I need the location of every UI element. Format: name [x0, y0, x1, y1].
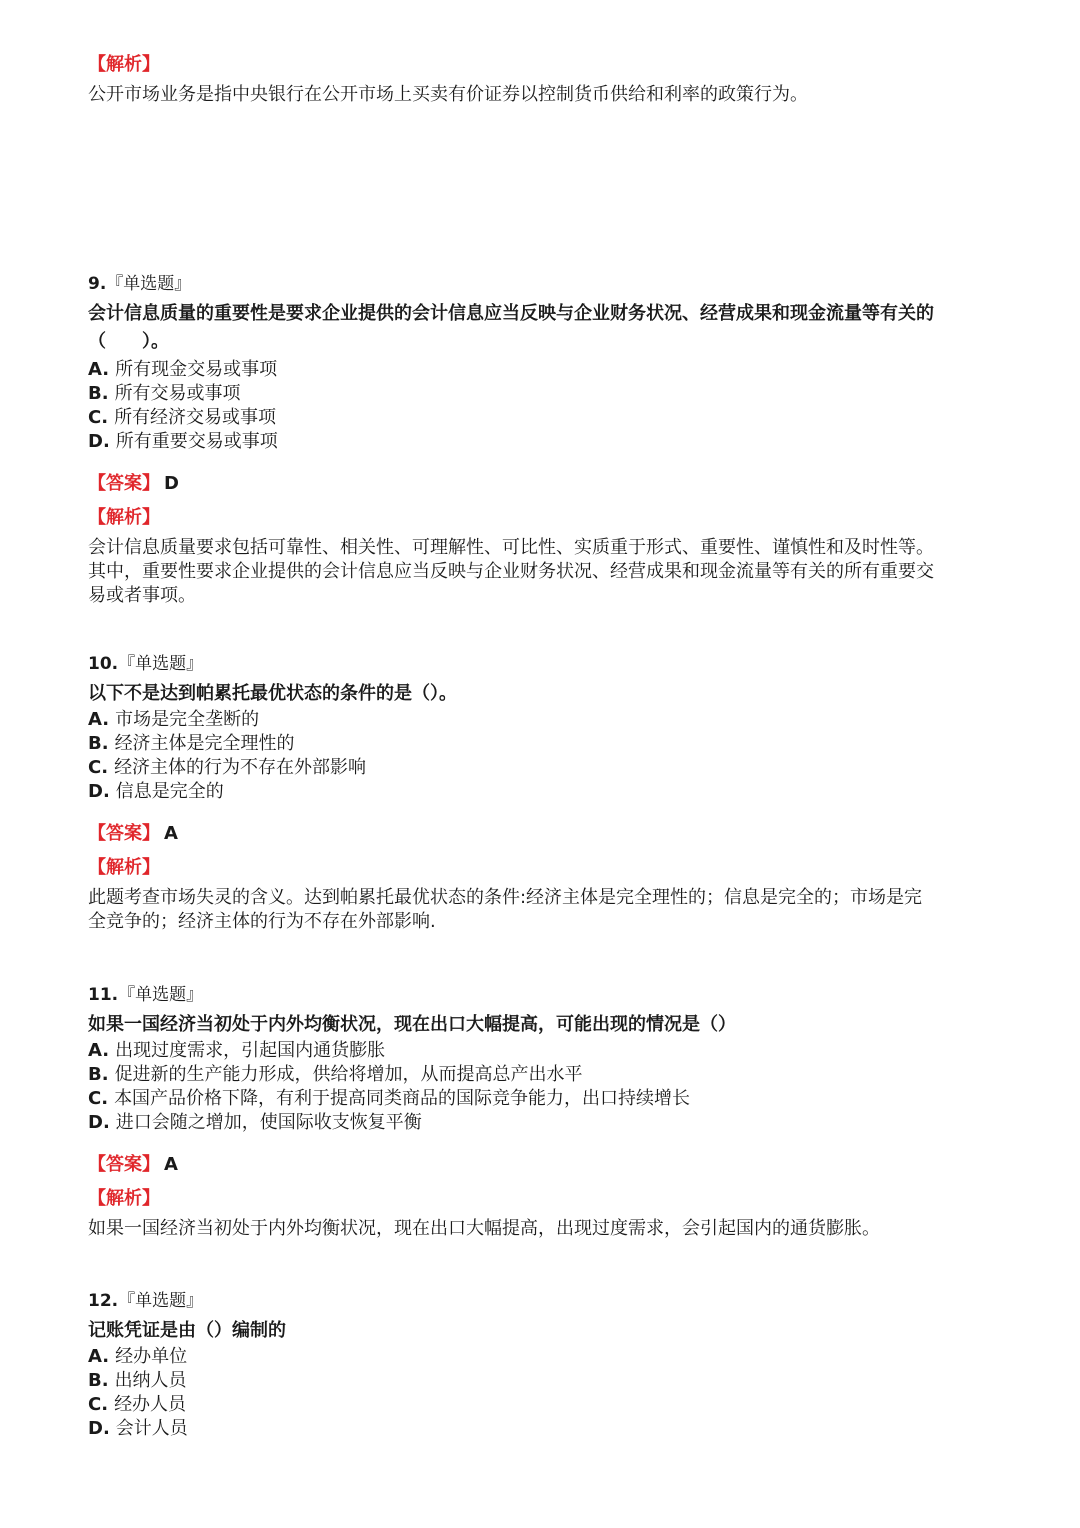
question-stem: 如果一国经济当初处于内外均衡状况，现在出口大幅提高，可能出现的情况是（）	[88, 1014, 736, 1035]
question-number: 11.	[88, 985, 119, 1005]
options-list	[88, 1345, 988, 1441]
option-c: C. 所有经济交易或事项	[88, 407, 277, 428]
answer-label: 【答案】	[88, 473, 160, 494]
option-d: D. 进口会随之增加，使国际收支恢复平衡	[88, 1112, 422, 1133]
option-a: A. 市场是完全垄断的	[88, 709, 260, 730]
answer-label: 【答案】	[88, 1154, 160, 1175]
analysis-text: 会计信息质量要求包括可靠性、相关性、可理解性、可比性、实质重于形式、重要性、谨慎性和及时性等。 其中，重要性要求企业提供的会计信息应当反映与企业财务状况、经营成果和现金流量等有关的所有重要交 易或者事项。	[88, 537, 934, 606]
question-type: 『单选题』	[118, 985, 204, 1005]
answer-value: A	[164, 1154, 178, 1175]
answer	[88, 822, 988, 846]
option-c: C. 本国产品价格下降，有利于提高同类商品的国际竞争能力，出口持续增长	[88, 1088, 691, 1109]
option-d: D. 所有重要交易或事项	[88, 431, 278, 452]
option-b: B. 所有交易或事项	[88, 383, 241, 404]
option-b: B. 促进新的生产能力形成，供给将增加，从而提高总产出水平	[88, 1064, 583, 1085]
analysis-label: 【解析】	[88, 507, 160, 528]
option-a: A. 经办单位	[88, 1346, 188, 1367]
analysis-label: 【解析】	[88, 857, 160, 878]
options-list	[88, 358, 988, 454]
question-10	[88, 652, 988, 934]
analysis-text: 此题考查市场失灵的含义。达到帕累托最优状态的条件:经济主体是完全理性的；信息是完全的；市场是完 全竞争的；经济主体的行为不存在外部影响.	[88, 887, 923, 932]
question-header	[88, 1289, 988, 1313]
answer-value: D	[164, 473, 179, 494]
analysis-text: 公开市场业务是指中央银行在公开市场上买卖有价证券以控制货币供给和利率的政策行为。	[88, 84, 808, 105]
question-number: 9.	[88, 274, 107, 294]
question-stem: 以下不是达到帕累托最优状态的条件的是（）。	[88, 683, 457, 704]
question-header	[88, 983, 988, 1007]
options-list	[88, 1039, 988, 1135]
option-b: B. 出纳人员	[88, 1370, 187, 1391]
question-header	[88, 652, 988, 676]
question-stem: 会计信息质量的重要性是要求企业提供的会计信息应当反映与企业财务状况、经营成果和现金流量等有关的 （ ）。	[88, 303, 934, 352]
question-type: 『单选题』	[106, 274, 192, 294]
question-number: 10.	[88, 654, 119, 674]
options-list	[88, 708, 988, 804]
top-analysis	[88, 53, 988, 107]
answer-value: A	[164, 823, 178, 844]
option-d: D. 信息是完全的	[88, 781, 224, 802]
option-a: A. 出现过度需求，引起国内通货膨胀	[88, 1040, 386, 1061]
analysis-label: 【解析】	[88, 1188, 160, 1209]
question-type: 『单选题』	[118, 654, 204, 674]
question-12	[88, 1289, 988, 1441]
question-11	[88, 983, 988, 1241]
option-d: D. 会计人员	[88, 1418, 188, 1439]
question-header	[88, 272, 988, 296]
analysis-label: 【解析】	[88, 54, 160, 75]
question-type: 『单选题』	[118, 1291, 204, 1311]
question-9	[88, 272, 988, 608]
analysis-text: 如果一国经济当初处于内外均衡状况，现在出口大幅提高，出现过度需求，会引起国内的通货膨胀。	[88, 1218, 880, 1239]
question-stem: 记账凭证是由（）编制的	[88, 1320, 286, 1341]
answer	[88, 1153, 988, 1177]
answer-label: 【答案】	[88, 823, 160, 844]
answer	[88, 472, 988, 496]
question-number: 12.	[88, 1291, 119, 1311]
option-c: C. 经办人员	[88, 1394, 187, 1415]
option-c: C. 经济主体的行为不存在外部影响	[88, 757, 367, 778]
option-b: B. 经济主体是完全理性的	[88, 733, 295, 754]
option-a: A. 所有现金交易或事项	[88, 359, 278, 380]
